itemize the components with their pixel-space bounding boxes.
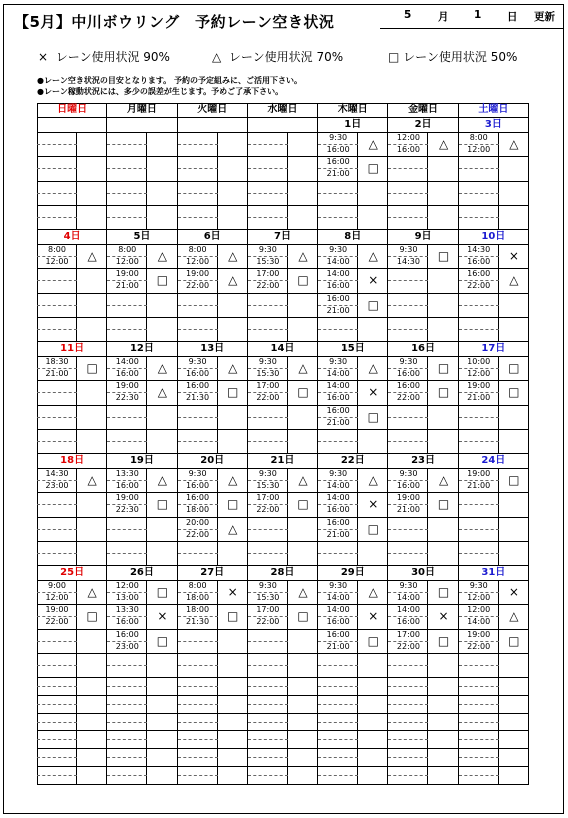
triangle-mark-icon: △ [509,137,519,152]
slot-start-time: 9:30 [399,245,418,254]
cross-mark-icon: × [438,609,449,624]
slot-end-time: 14:00 [326,369,350,379]
day-label: 20日 [178,453,248,468]
slot-end-time: 15:30 [256,593,280,603]
slot-start-time: 17:00 [256,493,280,503]
slot-end-time: 12:00 [467,145,491,155]
square-mark-icon: □ [297,497,309,512]
slot-start-time: 19:00 [115,269,139,279]
slot-end-time: 22:00 [256,505,280,515]
triangle-mark-icon: △ [438,137,449,152]
square-mark-icon: □ [86,361,98,376]
slot-end-time: 21:00 [326,417,350,427]
slot-end-time: 16:00 [186,369,210,379]
slot-start-time: 9:30 [399,357,418,366]
slot-start-time: 12:00 [467,605,491,615]
slot-end-time: 12:00 [186,257,210,267]
cross-mark-icon: × [508,249,519,264]
slot-end-time: 22:00 [396,393,420,403]
slot-start-time: 14:30 [467,245,491,254]
slot-end-time: 14:00 [396,593,420,603]
square-mark-icon: □ [437,249,450,264]
slot-start-time: 16:00 [326,405,350,415]
slot-start-time: 8:00 [469,133,488,142]
slot-start-time: 17:00 [256,605,280,615]
triangle-mark-icon: △ [298,473,308,488]
slot-end-time: 16:00 [326,617,350,627]
day-label: 27日 [178,565,248,580]
day-label: 28日 [248,565,318,580]
day-label: 24日 [459,453,529,468]
triangle-mark-icon: △ [298,585,308,600]
triangle-mark-icon: △ [368,585,378,600]
slot-end-time: 22:00 [467,641,491,651]
slot-end-time: 22:00 [256,281,280,291]
legend-70 [212,48,343,65]
slot-start-time: 20:00 [186,517,210,527]
legend-90 [38,48,170,65]
triangle-mark-icon: △ [157,473,168,488]
legend-50 [388,48,517,65]
slot-start-time: 9:30 [258,357,277,366]
day-label: 1日 [318,117,388,132]
slot-end-time: 21:00 [467,481,491,491]
slot-start-time: 14:00 [396,605,420,615]
slot-end-time: 21:00 [45,369,69,379]
slot-end-time: 22:00 [186,529,210,539]
triangle-mark-icon: △ [228,473,238,488]
slot-end-time: 21:00 [115,281,139,291]
slot-end-time: 13:00 [115,593,139,603]
triangle-mark-icon: △ [509,609,519,624]
slot-start-time: 9:30 [258,581,277,590]
slot-end-time: 16:00 [467,257,491,267]
square-mark-icon: □ [437,385,450,400]
slot-start-time: 9:30 [329,133,348,142]
day-label: 16日 [388,341,458,356]
slot-end-time: 16:00 [326,281,350,291]
slot-start-time: 18:30 [45,357,69,366]
square-mark-icon: □ [508,633,520,648]
slot-start-time: 10:00 [467,357,491,366]
slot-start-time: 16:00 [326,629,350,639]
day-label: 18日 [37,453,107,468]
slot-start-time: 9:30 [258,245,277,254]
slot-start-time: 16:00 [326,293,350,303]
slot-start-time: 14:30 [45,469,69,478]
day-label: 15日 [318,341,388,356]
slot-end-time: 22:00 [396,641,420,651]
slot-start-time: 13:30 [115,605,139,615]
slot-start-time: 19:00 [186,269,210,279]
slot-end-time: 21:00 [396,505,420,515]
slot-start-time: 9:00 [48,581,66,590]
day-label: 19日 [107,453,177,468]
day-label: 14日 [248,341,318,356]
slot-start-time: 14:00 [326,605,350,615]
slot-start-time: 19:00 [115,493,139,503]
square-mark-icon: □ [508,361,520,376]
slot-end-time: 21:00 [326,169,350,179]
slot-start-time: 8:00 [188,245,207,254]
slot-start-time: 9:30 [188,469,207,478]
slot-start-time: 13:30 [115,469,139,478]
slot-end-time: 14:30 [396,257,420,267]
slot-start-time: 9:30 [469,581,488,590]
cross-mark-icon: × [368,497,379,512]
legend-70-text: レーン使用状況 70% [228,50,344,64]
day-label: 26日 [107,565,177,580]
slot-start-time: 9:30 [258,469,277,478]
day-label: 11日 [37,341,107,356]
slot-start-time: 14:00 [326,493,350,503]
square-mark-icon: □ [297,385,309,400]
square-mark-icon: □ [297,609,309,624]
triangle-mark-icon: △ [157,361,168,376]
day-label: 12日 [107,341,177,356]
square-mark-icon: □ [367,633,379,648]
slot-end-time: 21:30 [186,617,210,627]
slot-end-time: 15:30 [256,369,280,379]
cross-mark-icon: × [368,609,379,624]
triangle-mark-icon: △ [228,361,238,376]
day-label: 2日 [388,117,458,132]
cross-mark-icon: × [157,609,168,624]
slot-start-time: 9:30 [399,469,418,478]
triangle-mark-icon: △ [368,473,378,488]
slot-start-time: 19:00 [467,629,491,639]
slot-end-time: 22:00 [256,617,280,627]
slot-start-time: 16:00 [115,629,139,639]
slot-start-time: 9:30 [329,581,348,590]
weekday-header: 土曜日 [459,103,529,117]
slot-end-time: 18:00 [186,593,210,603]
weekday-header: 火曜日 [178,103,248,117]
slot-end-time: 16:00 [396,481,420,491]
square-mark-icon: □ [437,585,450,600]
square-mark-icon: □ [508,385,520,400]
day-label: 22日 [318,453,388,468]
schedule-sheet [3,4,564,814]
triangle-mark-icon: △ [87,473,97,488]
square-mark-icon: □ [437,497,450,512]
update-day-unit: 日 [507,11,518,23]
slot-start-time: 16:00 [326,157,350,167]
update-month-unit: 月 [438,11,449,23]
slot-start-time: 16:00 [396,381,420,391]
slot-start-time: 14:00 [115,357,139,366]
slot-end-time: 22:00 [467,281,491,291]
slot-end-time: 16:00 [326,145,350,155]
slot-end-time: 23:00 [115,641,139,651]
day-label: 13日 [178,341,248,356]
slot-end-time: 12:00 [467,593,491,603]
slot-start-time: 12:00 [115,581,139,590]
square-mark-icon: □ [156,585,169,600]
triangle-mark-icon: △ [157,385,168,400]
note-2: ●レーン稼動状況には、多少の誤差が生じます。予めご了承下さい。 [37,87,284,96]
slot-end-time: 21:00 [467,393,491,403]
legend-50-text: レーン使用状況 50% [403,50,518,64]
slot-end-time: 12:00 [115,257,139,267]
slot-end-time: 12:00 [45,257,69,267]
slot-end-time: 23:00 [45,481,69,491]
triangle-mark-icon: △ [509,273,519,288]
triangle-mark-icon: △ [228,249,238,264]
triangle-mark-icon: △ [87,249,97,264]
slot-end-time: 16:00 [326,393,350,403]
slot-start-time: 19:00 [396,493,420,503]
slot-start-time: 17:00 [256,269,280,279]
square-mark-icon: □ [227,497,239,512]
cross-mark-icon: × [508,585,519,600]
slot-start-time: 19:00 [467,381,491,391]
slot-start-time: 19:00 [467,469,491,478]
cross-mark-icon: × [368,273,379,288]
slot-end-time: 21:00 [326,305,350,315]
day-label: 10日 [459,229,529,244]
day-label: 5日 [107,229,177,244]
slot-start-time: 18:00 [186,605,210,615]
slot-end-time: 21:30 [186,393,210,403]
slot-end-time: 14:00 [467,617,491,627]
day-label: 7日 [248,229,318,244]
triangle-mark-icon: △ [228,521,238,536]
slot-end-time: 22:30 [115,393,139,403]
day-label: 9日 [388,229,458,244]
slot-start-time: 8:00 [188,581,207,590]
cross-symbol-icon: × [38,50,49,64]
square-mark-icon: □ [367,297,379,312]
update-month: 5 [404,9,412,21]
slot-end-time: 15:30 [256,481,280,491]
triangle-mark-icon: △ [368,249,378,264]
slot-end-time: 15:30 [256,257,280,267]
cross-mark-icon: × [227,585,238,600]
day-label: 31日 [459,565,529,580]
square-mark-icon: □ [437,361,450,376]
weekday-header: 月曜日 [107,103,177,117]
slot-end-time: 16:00 [115,369,139,379]
slot-end-time: 14:00 [326,593,350,603]
square-mark-icon: □ [156,273,169,288]
slot-start-time: 16:00 [186,493,210,503]
weekday-header: 水曜日 [248,103,318,117]
triangle-mark-icon: △ [87,585,97,600]
triangle-mark-icon: △ [368,137,378,152]
triangle-mark-icon: △ [438,473,449,488]
square-symbol-icon: □ [388,50,400,64]
slot-end-time: 16:00 [186,481,210,491]
square-mark-icon: □ [227,609,239,624]
slot-end-time: 18:00 [186,505,210,515]
slot-start-time: 16:00 [467,269,491,279]
day-label: 25日 [37,565,107,580]
square-mark-icon: □ [367,521,379,536]
slot-end-time: 14:00 [326,481,350,491]
day-label: 3日 [459,117,529,132]
day-label: 8日 [318,229,388,244]
day-label: 21日 [248,453,318,468]
slot-end-time: 22:00 [186,281,210,291]
slot-end-time: 22:30 [115,505,139,515]
triangle-mark-icon: △ [298,249,308,264]
day-label: 17日 [459,341,529,356]
slot-start-time: 9:30 [329,245,348,254]
triangle-mark-icon: △ [157,249,168,264]
triangle-symbol-icon: △ [212,50,222,64]
slot-start-time: 9:30 [329,357,348,366]
slot-end-time: 16:00 [326,505,350,515]
day-label: 23日 [388,453,458,468]
slot-start-time: 17:00 [256,381,280,391]
slot-start-time: 9:30 [188,357,207,366]
slot-end-time: 16:00 [115,481,139,491]
day-label: 29日 [318,565,388,580]
slot-end-time: 14:00 [326,257,350,267]
slot-end-time: 16:00 [115,617,139,627]
slot-start-time: 8:00 [118,245,137,254]
triangle-mark-icon: △ [228,273,238,288]
update-label: 更新 [534,11,555,23]
slot-start-time: 8:00 [48,245,66,254]
weekday-header: 日曜日 [37,103,107,117]
triangle-mark-icon: △ [368,361,378,376]
slot-end-time: 12:00 [45,593,69,603]
slot-start-time: 19:00 [115,381,139,391]
legend-90-text: レーン使用状況 90% [55,50,170,64]
slot-end-time: 16:00 [396,145,420,155]
square-mark-icon: □ [227,385,239,400]
slot-end-time: 22:00 [45,617,69,627]
slot-end-time: 21:00 [326,529,350,539]
slot-start-time: 14:00 [326,381,350,391]
square-mark-icon: □ [156,497,169,512]
slot-end-time: 21:00 [326,641,350,651]
slot-start-time: 12:00 [396,133,420,142]
slot-start-time: 16:00 [326,517,350,527]
square-mark-icon: □ [367,161,379,176]
slot-end-time: 16:00 [396,617,420,627]
slot-start-time: 14:00 [326,269,350,279]
slot-start-time: 16:00 [186,381,210,391]
slot-end-time: 22:00 [256,393,280,403]
slot-start-time: 19:00 [45,605,69,615]
square-mark-icon: □ [508,473,520,488]
triangle-mark-icon: △ [298,361,308,376]
note-1: ●レーン空き状況の目安となります。 予約の予定組みに、ご活用下さい。 [37,76,302,85]
day-label: 6日 [178,229,248,244]
square-mark-icon: □ [297,273,309,288]
slot-end-time: 12:00 [467,369,491,379]
weekday-header: 木曜日 [318,103,388,117]
day-label: 30日 [388,565,458,580]
day-label: 4日 [37,229,107,244]
square-mark-icon: □ [86,609,98,624]
slot-start-time: 9:30 [399,581,418,590]
update-underline [380,28,563,29]
page-title: 【5月】中川ボウリング 予約レーン空き状況 [14,13,335,31]
slot-start-time: 9:30 [329,469,348,478]
slot-end-time: 16:00 [396,369,420,379]
square-mark-icon: □ [437,633,450,648]
cross-mark-icon: × [368,385,379,400]
weekday-header: 金曜日 [388,103,458,117]
square-mark-icon: □ [156,633,169,648]
update-day: 1 [474,9,482,21]
square-mark-icon: □ [367,409,379,424]
slot-start-time: 17:00 [396,629,420,639]
